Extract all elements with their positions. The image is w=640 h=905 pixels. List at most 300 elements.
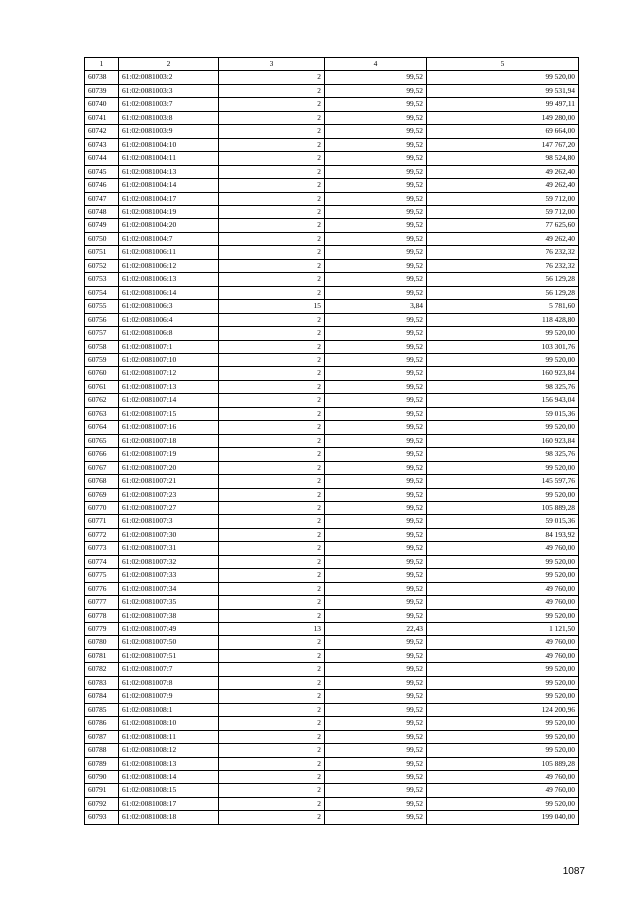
category-cell: 2 (219, 98, 325, 111)
amount-cell: 149 280,00 (427, 111, 579, 124)
amount-cell: 99 497,11 (427, 98, 579, 111)
amount-cell: 99 520,00 (427, 488, 579, 501)
category-cell: 2 (219, 475, 325, 488)
row-number-cell: 60784 (85, 690, 119, 703)
category-cell: 2 (219, 353, 325, 366)
amount-cell: 49 262,40 (427, 179, 579, 192)
amount-cell: 99 520,00 (427, 744, 579, 757)
category-cell: 2 (219, 784, 325, 797)
cadastral-number-cell: 61:02:0081008:18 (119, 811, 219, 824)
category-cell: 2 (219, 232, 325, 245)
amount-cell: 160 923,84 (427, 367, 579, 380)
table-row (85, 407, 579, 420)
rate-cell: 99,52 (325, 461, 427, 474)
category-cell: 2 (219, 771, 325, 784)
category-cell: 2 (219, 340, 325, 353)
category-cell: 2 (219, 542, 325, 555)
cadastral-number-cell: 61:02:0081006:3 (119, 300, 219, 313)
category-cell: 2 (219, 179, 325, 192)
table-row (85, 569, 579, 582)
rate-cell: 99,52 (325, 703, 427, 716)
cadastral-number-cell: 61:02:0081007:49 (119, 623, 219, 636)
table-row (85, 717, 579, 730)
cadastral-number-cell: 61:02:0081003:3 (119, 84, 219, 97)
cadastral-number-cell: 61:02:0081007:51 (119, 649, 219, 662)
rate-cell: 99,52 (325, 71, 427, 84)
table-row (85, 138, 579, 151)
category-cell: 2 (219, 461, 325, 474)
category-cell: 2 (219, 703, 325, 716)
amount-cell: 84 193,92 (427, 528, 579, 541)
amount-cell: 99 520,00 (427, 797, 579, 810)
rate-cell: 99,52 (325, 555, 427, 568)
cadastral-number-cell: 61:02:0081007:30 (119, 528, 219, 541)
rate-cell: 99,52 (325, 259, 427, 272)
category-cell: 2 (219, 811, 325, 824)
amount-cell: 99 520,00 (427, 717, 579, 730)
category-cell: 2 (219, 152, 325, 165)
table-row (85, 394, 579, 407)
table-row (85, 797, 579, 810)
rate-cell: 22,43 (325, 623, 427, 636)
row-number-cell: 60792 (85, 797, 119, 810)
rate-cell: 99,52 (325, 569, 427, 582)
category-cell: 2 (219, 515, 325, 528)
category-cell: 2 (219, 636, 325, 649)
table-header-row (85, 58, 579, 71)
category-cell: 2 (219, 569, 325, 582)
column-header-5: 5 (427, 58, 579, 71)
cadastral-number-cell: 61:02:0081004:7 (119, 232, 219, 245)
row-number-cell: 60760 (85, 367, 119, 380)
category-cell: 2 (219, 528, 325, 541)
row-number-cell: 60749 (85, 219, 119, 232)
cadastral-number-cell: 61:02:0081007:20 (119, 461, 219, 474)
row-number-cell: 60772 (85, 528, 119, 541)
amount-cell: 99 520,00 (427, 730, 579, 743)
cadastral-number-cell: 61:02:0081003:2 (119, 71, 219, 84)
rate-cell: 99,52 (325, 273, 427, 286)
amount-cell: 199 040,00 (427, 811, 579, 824)
table-row (85, 192, 579, 205)
amount-cell: 98 325,76 (427, 380, 579, 393)
amount-cell: 49 760,00 (427, 582, 579, 595)
amount-cell: 49 760,00 (427, 596, 579, 609)
cadastral-number-cell: 61:02:0081008:14 (119, 771, 219, 784)
table-row (85, 515, 579, 528)
row-number-cell: 60747 (85, 192, 119, 205)
rate-cell: 99,52 (325, 582, 427, 595)
rate-cell: 99,52 (325, 515, 427, 528)
rate-cell: 99,52 (325, 111, 427, 124)
rate-cell: 3,84 (325, 300, 427, 313)
cadastral-number-cell: 61:02:0081004:11 (119, 152, 219, 165)
row-number-cell: 60763 (85, 407, 119, 420)
cadastral-number-cell: 61:02:0081004:19 (119, 205, 219, 218)
table-row (85, 663, 579, 676)
row-number-cell: 60738 (85, 71, 119, 84)
category-cell: 2 (219, 448, 325, 461)
table-row (85, 649, 579, 662)
row-number-cell: 60757 (85, 327, 119, 340)
row-number-cell: 60782 (85, 663, 119, 676)
row-number-cell: 60786 (85, 717, 119, 730)
amount-cell: 76 232,32 (427, 259, 579, 272)
amount-cell: 49 760,00 (427, 636, 579, 649)
cadastral-number-cell: 61:02:0081008:17 (119, 797, 219, 810)
cadastral-number-cell: 61:02:0081008:12 (119, 744, 219, 757)
cadastral-number-cell: 61:02:0081003:9 (119, 125, 219, 138)
table-row (85, 273, 579, 286)
rate-cell: 99,52 (325, 596, 427, 609)
cadastral-number-cell: 61:02:0081008:11 (119, 730, 219, 743)
category-cell: 2 (219, 609, 325, 622)
row-number-cell: 60768 (85, 475, 119, 488)
row-number-cell: 60769 (85, 488, 119, 501)
table-row (85, 300, 579, 313)
table-row (85, 353, 579, 366)
table-row (85, 313, 579, 326)
category-cell: 2 (219, 744, 325, 757)
row-number-cell: 60775 (85, 569, 119, 582)
cadastral-number-cell: 61:02:0081007:13 (119, 380, 219, 393)
rate-cell: 99,52 (325, 313, 427, 326)
row-number-cell: 60764 (85, 421, 119, 434)
table-row (85, 165, 579, 178)
table-row (85, 811, 579, 824)
row-number-cell: 60774 (85, 555, 119, 568)
table-row (85, 744, 579, 757)
cadastral-number-cell: 61:02:0081007:34 (119, 582, 219, 595)
row-number-cell: 60776 (85, 582, 119, 595)
row-number-cell: 60740 (85, 98, 119, 111)
rate-cell: 99,52 (325, 757, 427, 770)
table-row (85, 219, 579, 232)
category-cell: 15 (219, 300, 325, 313)
rate-cell: 99,52 (325, 797, 427, 810)
category-cell: 2 (219, 165, 325, 178)
row-number-cell: 60787 (85, 730, 119, 743)
amount-cell: 59 015,36 (427, 407, 579, 420)
rate-cell: 99,52 (325, 232, 427, 245)
rate-cell: 99,52 (325, 286, 427, 299)
category-cell: 2 (219, 380, 325, 393)
cadastral-number-cell: 61:02:0081007:7 (119, 663, 219, 676)
column-header-3: 3 (219, 58, 325, 71)
cadastral-number-cell: 61:02:0081004:13 (119, 165, 219, 178)
amount-cell: 49 760,00 (427, 649, 579, 662)
cadastral-number-cell: 61:02:0081006:4 (119, 313, 219, 326)
amount-cell: 103 301,76 (427, 340, 579, 353)
category-cell: 2 (219, 111, 325, 124)
cadastral-number-cell: 61:02:0081008:10 (119, 717, 219, 730)
row-number-cell: 60752 (85, 259, 119, 272)
row-number-cell: 60780 (85, 636, 119, 649)
row-number-cell: 60767 (85, 461, 119, 474)
cadastral-number-cell: 61:02:0081007:50 (119, 636, 219, 649)
row-number-cell: 60773 (85, 542, 119, 555)
row-number-cell: 60754 (85, 286, 119, 299)
rate-cell: 99,52 (325, 717, 427, 730)
rate-cell: 99,52 (325, 407, 427, 420)
category-cell: 2 (219, 730, 325, 743)
amount-cell: 76 232,32 (427, 246, 579, 259)
table-row (85, 179, 579, 192)
row-number-cell: 60753 (85, 273, 119, 286)
table-row (85, 690, 579, 703)
rate-cell: 99,52 (325, 811, 427, 824)
cadastral-number-cell: 61:02:0081007:23 (119, 488, 219, 501)
cadastral-number-cell: 61:02:0081006:14 (119, 286, 219, 299)
table-row (85, 528, 579, 541)
rate-cell: 99,52 (325, 152, 427, 165)
amount-cell: 5 781,60 (427, 300, 579, 313)
amount-cell: 56 129,28 (427, 273, 579, 286)
amount-cell: 77 625,60 (427, 219, 579, 232)
category-cell: 2 (219, 219, 325, 232)
row-number-cell: 60748 (85, 205, 119, 218)
category-cell: 2 (219, 676, 325, 689)
row-number-cell: 60762 (85, 394, 119, 407)
table-row (85, 434, 579, 447)
table-row (85, 784, 579, 797)
cadastral-number-cell: 61:02:0081006:8 (119, 327, 219, 340)
table-row (85, 676, 579, 689)
table-row (85, 461, 579, 474)
row-number-cell: 60742 (85, 125, 119, 138)
rate-cell: 99,52 (325, 690, 427, 703)
category-cell: 2 (219, 192, 325, 205)
table-row (85, 327, 579, 340)
row-number-cell: 60750 (85, 232, 119, 245)
rate-cell: 99,52 (325, 448, 427, 461)
amount-cell: 49 262,40 (427, 165, 579, 178)
amount-cell: 105 889,28 (427, 757, 579, 770)
amount-cell: 99 520,00 (427, 609, 579, 622)
rate-cell: 99,52 (325, 84, 427, 97)
rate-cell: 99,52 (325, 676, 427, 689)
row-number-cell: 60785 (85, 703, 119, 716)
category-cell: 2 (219, 71, 325, 84)
rate-cell: 99,52 (325, 434, 427, 447)
rate-cell: 99,52 (325, 475, 427, 488)
row-number-cell: 60759 (85, 353, 119, 366)
table-row (85, 730, 579, 743)
cadastral-number-cell: 61:02:0081007:21 (119, 475, 219, 488)
row-number-cell: 60793 (85, 811, 119, 824)
table-row (85, 501, 579, 514)
table-row (85, 555, 579, 568)
cadastral-number-cell: 61:02:0081007:10 (119, 353, 219, 366)
category-cell: 2 (219, 649, 325, 662)
cadastral-number-cell: 61:02:0081003:8 (119, 111, 219, 124)
amount-cell: 99 520,00 (427, 71, 579, 84)
category-cell: 2 (219, 501, 325, 514)
amount-cell: 56 129,28 (427, 286, 579, 299)
table-row (85, 609, 579, 622)
table-row (85, 582, 579, 595)
amount-cell: 49 760,00 (427, 771, 579, 784)
amount-cell: 99 520,00 (427, 421, 579, 434)
amount-cell: 160 923,84 (427, 434, 579, 447)
rate-cell: 99,52 (325, 784, 427, 797)
row-number-cell: 60783 (85, 676, 119, 689)
row-number-cell: 60777 (85, 596, 119, 609)
table-row (85, 259, 579, 272)
category-cell: 2 (219, 596, 325, 609)
amount-cell: 99 520,00 (427, 663, 579, 676)
column-header-4: 4 (325, 58, 427, 71)
amount-cell: 99 520,00 (427, 353, 579, 366)
rate-cell: 99,52 (325, 528, 427, 541)
cadastral-number-cell: 61:02:0081007:31 (119, 542, 219, 555)
amount-cell: 99 531,94 (427, 84, 579, 97)
row-number-cell: 60758 (85, 340, 119, 353)
cadastral-number-cell: 61:02:0081004:17 (119, 192, 219, 205)
row-number-cell: 60739 (85, 84, 119, 97)
table-row (85, 757, 579, 770)
row-number-cell: 60756 (85, 313, 119, 326)
amount-cell: 69 664,00 (427, 125, 579, 138)
row-number-cell: 60746 (85, 179, 119, 192)
category-cell: 2 (219, 582, 325, 595)
row-number-cell: 60790 (85, 771, 119, 784)
category-cell: 2 (219, 797, 325, 810)
category-cell: 2 (219, 259, 325, 272)
rate-cell: 99,52 (325, 542, 427, 555)
amount-cell: 156 943,04 (427, 394, 579, 407)
category-cell: 13 (219, 623, 325, 636)
table-row (85, 125, 579, 138)
cadastral-number-cell: 61:02:0081007:3 (119, 515, 219, 528)
amount-cell: 59 712,00 (427, 192, 579, 205)
row-number-cell: 60765 (85, 434, 119, 447)
cadastral-number-cell: 61:02:0081007:32 (119, 555, 219, 568)
category-cell: 2 (219, 125, 325, 138)
amount-cell: 118 428,80 (427, 313, 579, 326)
category-cell: 2 (219, 286, 325, 299)
amount-cell: 49 760,00 (427, 784, 579, 797)
cadastral-number-cell: 61:02:0081007:27 (119, 501, 219, 514)
table-row (85, 448, 579, 461)
category-cell: 2 (219, 434, 325, 447)
rate-cell: 99,52 (325, 421, 427, 434)
category-cell: 2 (219, 84, 325, 97)
rate-cell: 99,52 (325, 138, 427, 151)
cadastral-number-cell: 61:02:0081004:20 (119, 219, 219, 232)
cadastral-number-cell: 61:02:0081007:19 (119, 448, 219, 461)
amount-cell: 105 889,28 (427, 501, 579, 514)
cadastral-number-cell: 61:02:0081006:11 (119, 246, 219, 259)
rate-cell: 99,52 (325, 771, 427, 784)
table-row (85, 380, 579, 393)
table-row (85, 636, 579, 649)
category-cell: 2 (219, 394, 325, 407)
cadastral-number-cell: 61:02:0081006:12 (119, 259, 219, 272)
column-header-2: 2 (119, 58, 219, 71)
category-cell: 2 (219, 757, 325, 770)
rate-cell: 99,52 (325, 353, 427, 366)
category-cell: 2 (219, 407, 325, 420)
column-header-1: 1 (85, 58, 119, 71)
cadastral-number-cell: 61:02:0081007:14 (119, 394, 219, 407)
table-row (85, 421, 579, 434)
row-number-cell: 60778 (85, 609, 119, 622)
rate-cell: 99,52 (325, 205, 427, 218)
rate-cell: 99,52 (325, 165, 427, 178)
table-row (85, 771, 579, 784)
amount-cell: 98 325,76 (427, 448, 579, 461)
amount-cell: 99 520,00 (427, 555, 579, 568)
row-number-cell: 60781 (85, 649, 119, 662)
row-number-cell: 60743 (85, 138, 119, 151)
cadastral-number-cell: 61:02:0081007:1 (119, 340, 219, 353)
table-row (85, 488, 579, 501)
category-cell: 2 (219, 138, 325, 151)
amount-cell: 98 524,80 (427, 152, 579, 165)
table-row (85, 542, 579, 555)
table-row (85, 98, 579, 111)
category-cell: 2 (219, 717, 325, 730)
cadastral-number-cell: 61:02:0081008:1 (119, 703, 219, 716)
amount-cell: 59 015,36 (427, 515, 579, 528)
category-cell: 2 (219, 273, 325, 286)
category-cell: 2 (219, 690, 325, 703)
rate-cell: 99,52 (325, 501, 427, 514)
row-number-cell: 60744 (85, 152, 119, 165)
cadastral-number-cell: 61:02:0081007:16 (119, 421, 219, 434)
table-row (85, 152, 579, 165)
rate-cell: 99,52 (325, 98, 427, 111)
table-row (85, 703, 579, 716)
cadastral-number-cell: 61:02:0081007:12 (119, 367, 219, 380)
row-number-cell: 60761 (85, 380, 119, 393)
rate-cell: 99,52 (325, 636, 427, 649)
rate-cell: 99,52 (325, 125, 427, 138)
rate-cell: 99,52 (325, 340, 427, 353)
cadastral-number-cell: 61:02:0081008:13 (119, 757, 219, 770)
row-number-cell: 60779 (85, 623, 119, 636)
amount-cell: 59 712,00 (427, 205, 579, 218)
category-cell: 2 (219, 327, 325, 340)
amount-cell: 145 597,76 (427, 475, 579, 488)
cadastral-number-cell: 61:02:0081007:8 (119, 676, 219, 689)
row-number-cell: 60755 (85, 300, 119, 313)
cadastral-number-cell: 61:02:0081007:18 (119, 434, 219, 447)
amount-cell: 124 200,96 (427, 703, 579, 716)
table-row (85, 232, 579, 245)
category-cell: 2 (219, 367, 325, 380)
amount-cell: 147 767,20 (427, 138, 579, 151)
row-number-cell: 60751 (85, 246, 119, 259)
amount-cell: 1 121,50 (427, 623, 579, 636)
rate-cell: 99,52 (325, 730, 427, 743)
amount-cell: 99 520,00 (427, 461, 579, 474)
cadastral-number-cell: 61:02:0081008:15 (119, 784, 219, 797)
category-cell: 2 (219, 246, 325, 259)
table-row (85, 205, 579, 218)
table-row (85, 475, 579, 488)
category-cell: 2 (219, 663, 325, 676)
rate-cell: 99,52 (325, 380, 427, 393)
amount-cell: 99 520,00 (427, 690, 579, 703)
rate-cell: 99,52 (325, 488, 427, 501)
page-number: 1087 (562, 866, 585, 877)
cadastral-number-cell: 61:02:0081007:33 (119, 569, 219, 582)
table-body (85, 71, 579, 824)
row-number-cell: 60741 (85, 111, 119, 124)
table-row (85, 84, 579, 97)
